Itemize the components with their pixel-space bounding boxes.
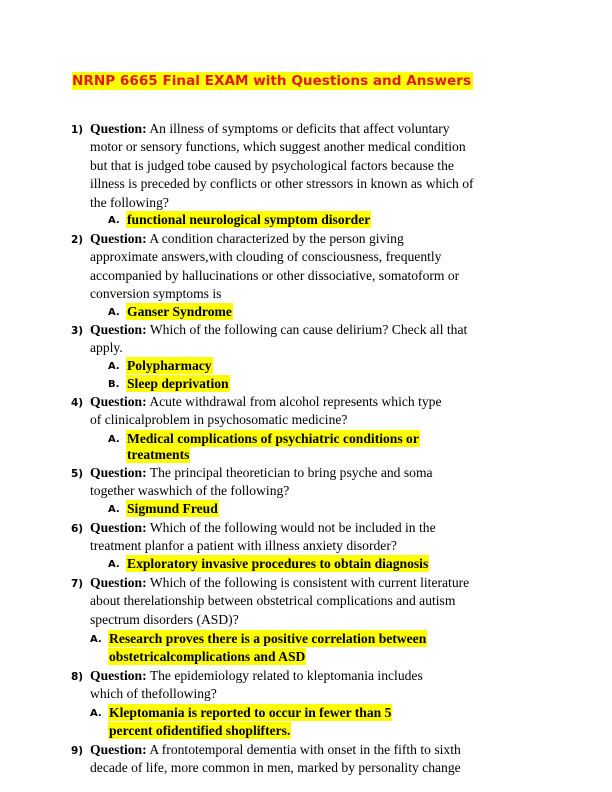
question-label: Question: [90,668,147,683]
answer-text: Exploratory invasive procedures to obtain diagnosis [127,556,429,571]
question-text-line: spectrum disorders (ASD)? [90,611,239,627]
question-text-line: apply. [90,340,123,356]
question-body [90,667,530,704]
question-text-line: Which of the following would not be included in the [149,520,436,535]
answer-text: functional neurological symptom disorder [127,212,371,227]
answer-text: Ganser Syndrome [127,304,232,319]
question-text-line: of clinicalproblem in psychosomatic medicine? [90,412,348,428]
question-text-line: approximate answers,with clouding of consciousness, frequently [90,249,442,265]
question-number: 6) [71,523,84,535]
question-text-line: decade of life, more common in men, marked by personality change [90,760,461,776]
question-text-line: but that is judged tobe caused by psychological factors because the [90,157,454,173]
question-text-line: An illness of symptoms or deficits that affect voluntary [149,121,450,136]
answer-text: treatments [127,447,190,462]
question-body [90,464,530,501]
question-label: Question: [90,231,147,246]
question-text-line: Which of the following is consistent with current literature [149,575,470,590]
question-body [90,574,536,629]
question-number: 3) [71,325,84,337]
question-number: 9) [71,745,84,757]
question-body [90,519,530,556]
question-text-line: conversion symptoms is [90,286,222,302]
answer-letter: B. [108,379,120,390]
question-text-line: illness is preceded by conflicts or other stressors in known as which of [90,176,474,192]
question-number: 7) [71,578,84,590]
question-text-line: treatment planfor a patient with illness anxiety disorder? [90,538,397,554]
question-body [90,741,536,778]
question-text-line: A condition characterized by the person giving [149,231,404,246]
question-body [90,230,536,304]
question-label: Question: [90,575,147,590]
answer-letter: A. [108,361,120,372]
answer-text: Sigmund Freud [127,501,218,516]
question-label: Question: [90,121,147,136]
answer-text: Research proves there is a positive correlation between [109,631,427,646]
question-text-line: accompanied by hallucinations or other dissociative, somatoform or [90,267,460,283]
question-text-line: Acute withdrawal from alcohol represents which type [149,394,442,409]
answer-letter: A. [108,307,120,318]
question-text-line: which of thefollowing? [90,686,217,702]
answer-text: Medical complications of psychiatric conditions or [127,431,419,446]
question-label: Question: [90,742,147,757]
answer-letter: A. [108,434,120,445]
question-number: 8) [71,671,84,683]
question-text-line: about therelationship between obstetrical complications and autism [90,593,456,609]
question-body [90,393,530,430]
answer-letter: A. [90,634,102,645]
answer-letter: A. [108,504,120,515]
answer-text: percent ofidentified shoplifters. [109,723,291,738]
question-number: 5) [71,468,84,480]
question-number: 2) [71,234,84,246]
answer-letter: A. [108,559,120,570]
question-text-line: A frontotemporal dementia with onset in the fifth to sixth [149,742,461,757]
question-body [90,120,536,212]
question-body [90,321,536,358]
question-number: 4) [71,397,84,409]
answer-text: Polypharmacy [127,358,212,373]
answer-letter: A. [108,215,120,226]
question-text-line: The principal theoretician to bring psyche and soma [149,465,433,480]
answer-text: obstetricalcomplications and ASD [109,649,306,664]
question-label: Question: [90,465,147,480]
question-text-line: The epidemiology related to kleptomania includes [149,668,423,683]
answer-text: Kleptomania is reported to occur in fewer than 5 [109,705,392,720]
answer-letter: A. [90,708,102,719]
document-title: NRNP 6665 Final EXAM with Questions and Answers [72,73,472,89]
question-label: Question: [90,322,147,337]
question-text-line: the following? [90,194,169,210]
question-label: Question: [90,520,147,535]
answer-text: Sleep deprivation [127,376,229,391]
question-label: Question: [90,394,147,409]
question-text-line: motor or sensory functions, which suggest another medical condition [90,139,466,155]
question-number: 1) [71,124,84,136]
question-text-line: Which of the following can cause delirium? Check all that [149,322,468,337]
question-text-line: together waswhich of the following? [90,483,290,499]
